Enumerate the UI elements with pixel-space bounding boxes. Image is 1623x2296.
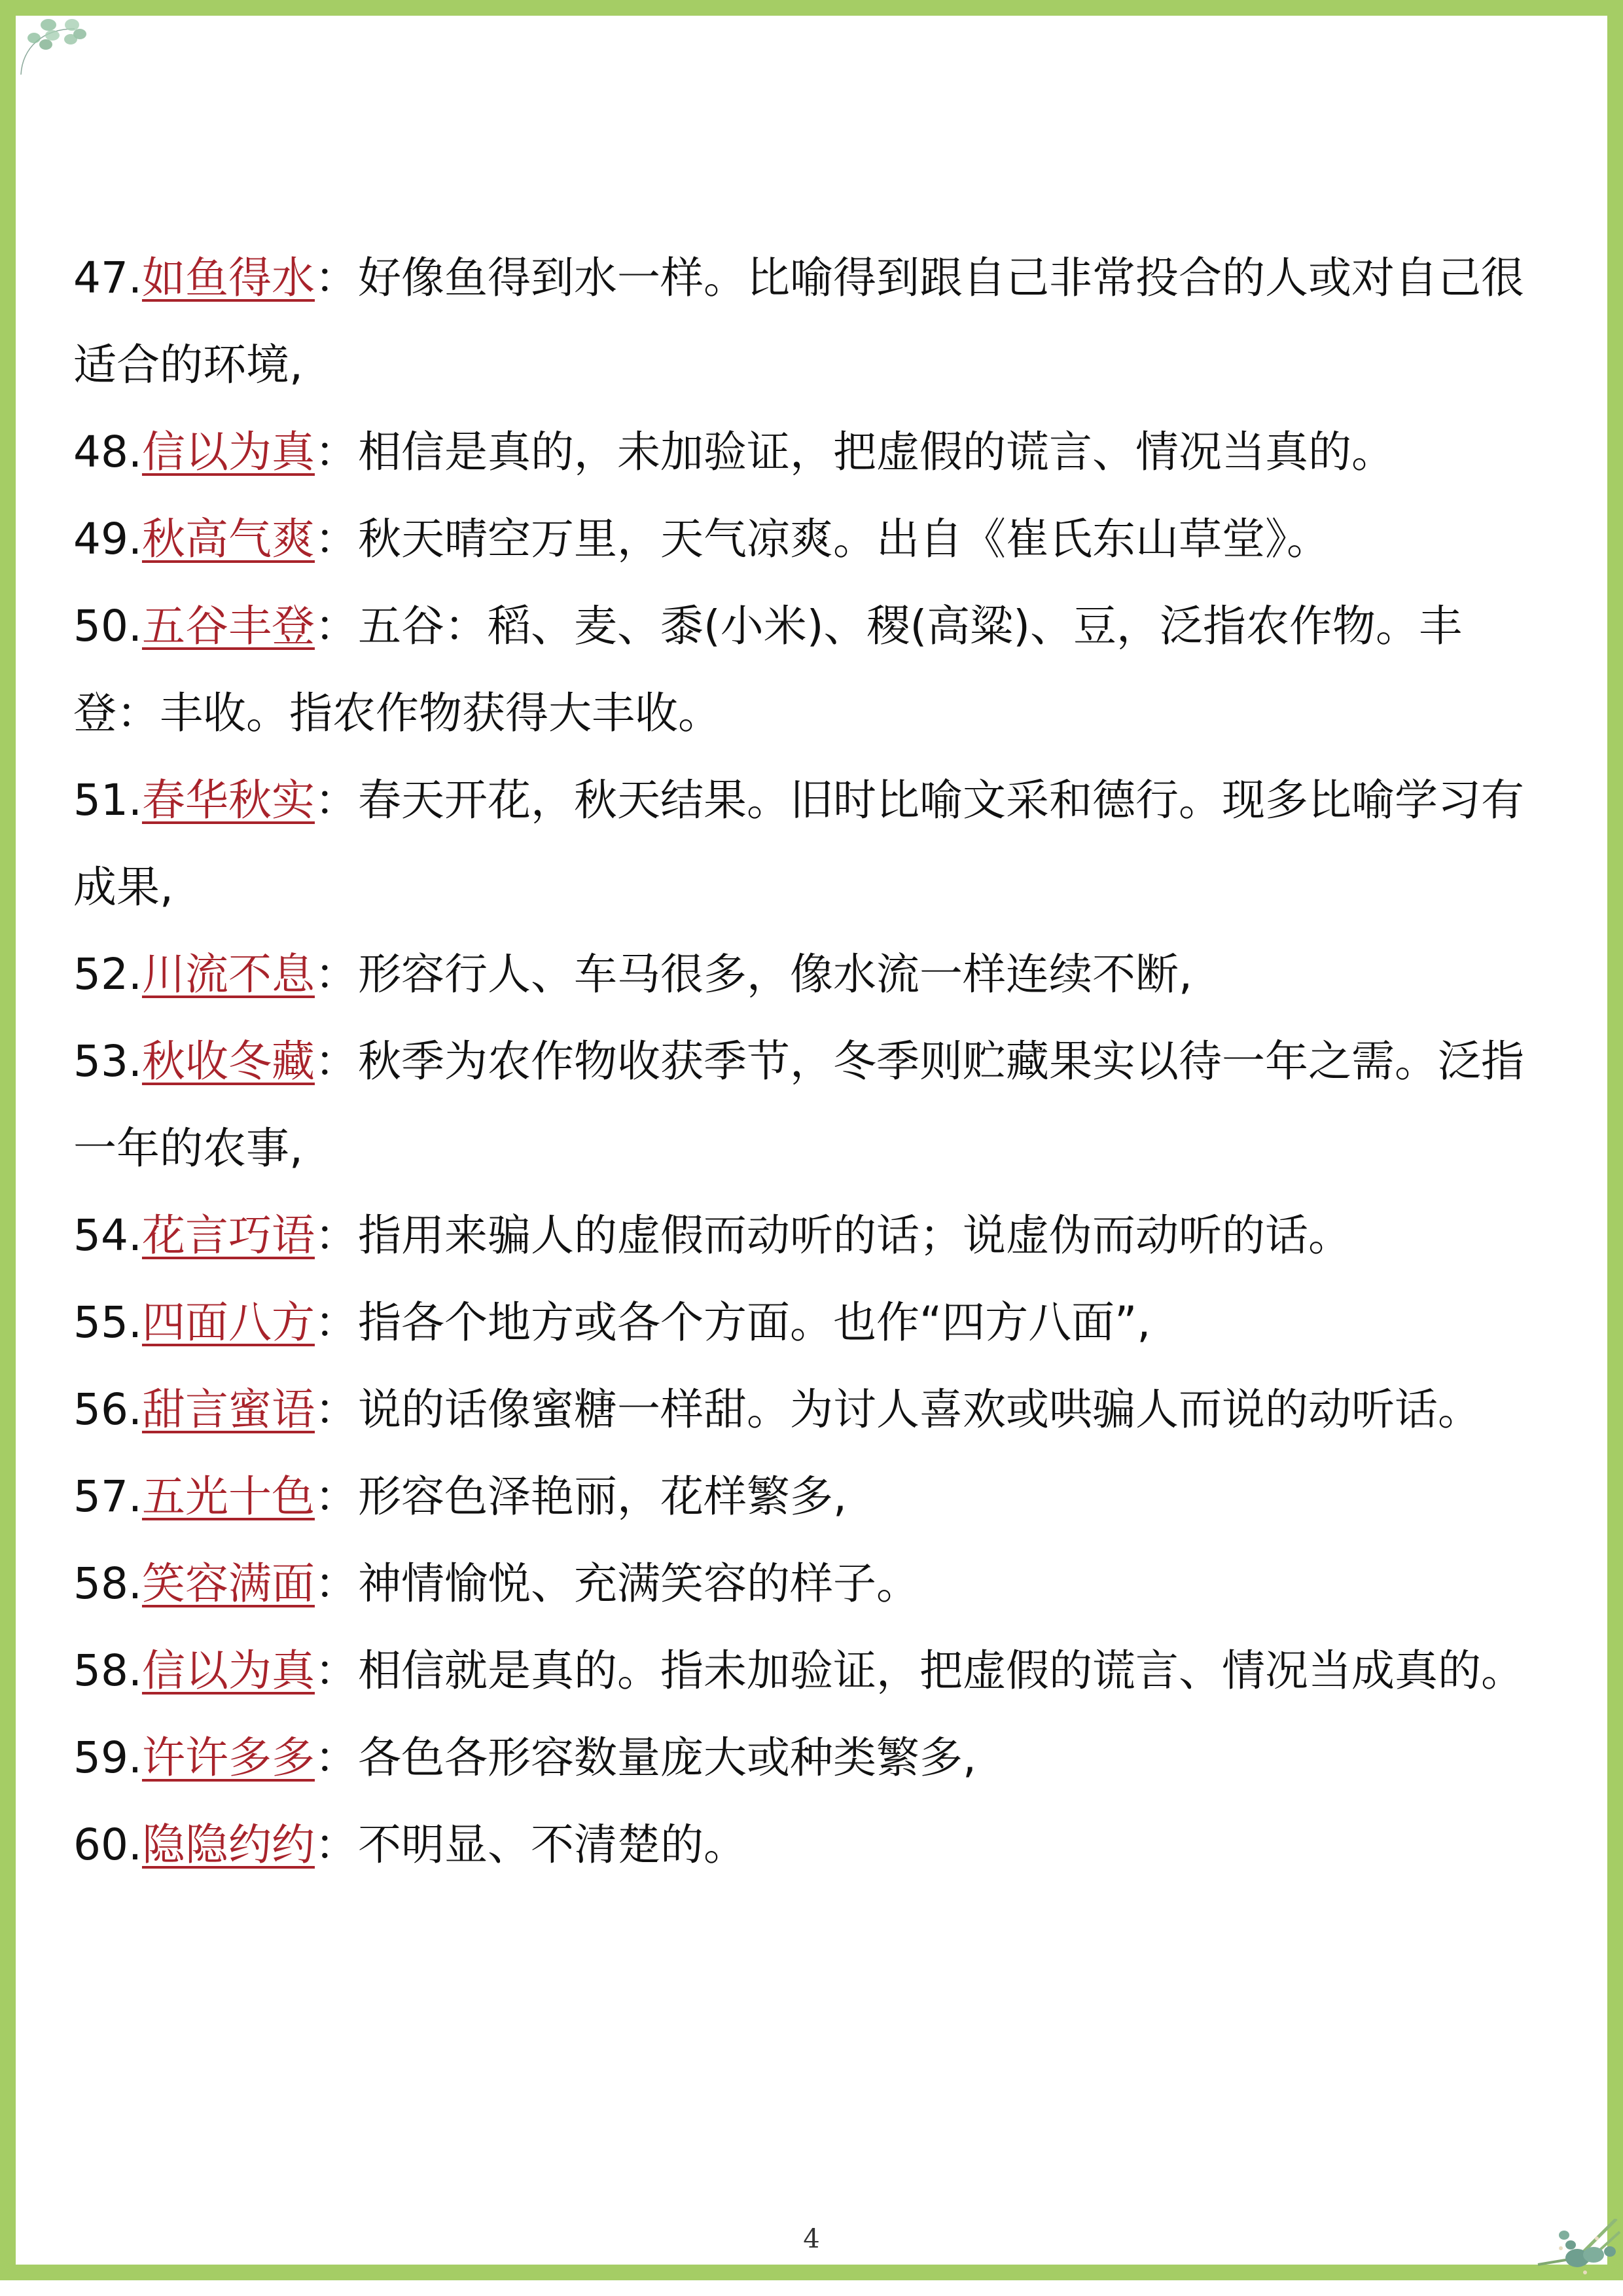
idiom-entry xyxy=(73,1279,1546,1366)
idiom-term: 信以为真 xyxy=(141,1645,315,1696)
separator: ： xyxy=(314,1384,358,1435)
idiom-entry xyxy=(73,931,1546,1018)
idiom-definition: 相信就是真的。指未加验证，把虚假的谎言、情况当成真的。 xyxy=(357,1645,1524,1696)
entry-number: 59. xyxy=(73,1732,142,1783)
idiom-term: 如鱼得水 xyxy=(141,253,315,303)
separator: ： xyxy=(314,1645,358,1696)
idiom-entry xyxy=(73,408,1546,495)
idiom-term: 花言巧语 xyxy=(141,1210,315,1261)
idiom-term: 许许多多 xyxy=(141,1732,315,1783)
idiom-definition: 指用来骗人的虚假而动听的话；说虚伪而动听的话。 xyxy=(357,1210,1351,1261)
idiom-definition: 秋季为农作物收获季节，冬季则贮藏果实以待一年之需。泛指一年的农事, xyxy=(73,1036,1524,1174)
idiom-entry xyxy=(73,1714,1546,1801)
entry-number: 52. xyxy=(73,949,142,999)
entry-number: 57. xyxy=(73,1471,142,1522)
separator: ： xyxy=(314,1732,358,1783)
idiom-definition: 指各个地方或各个方面。也作“四方八面”, xyxy=(357,1297,1151,1348)
entry-number: 55. xyxy=(73,1297,142,1348)
idiom-definition: 秋天晴空万里，天气凉爽。出自《崔氏东山草堂》。 xyxy=(357,514,1330,564)
separator: ： xyxy=(314,427,358,477)
idiom-definition: 形容行人、车马很多，像水流一样连续不断, xyxy=(357,949,1192,999)
entry-number: 56. xyxy=(73,1384,142,1435)
separator: ： xyxy=(314,514,358,564)
idiom-definition: 相信是真的，未加验证，把虚假的谎言、情况当真的。 xyxy=(357,427,1395,477)
idiom-term: 信以为真 xyxy=(141,427,315,477)
entry-number: 58. xyxy=(73,1645,142,1696)
idiom-entry xyxy=(73,1540,1546,1627)
separator: ： xyxy=(314,1820,358,1870)
idiom-entry xyxy=(73,757,1546,931)
entry-number: 50. xyxy=(73,601,142,651)
separator: ： xyxy=(314,601,358,651)
idiom-definition: 说的话像蜜糖一样甜。为讨人喜欢或哄骗人而说的动听话。 xyxy=(357,1384,1481,1435)
idiom-entry xyxy=(73,583,1546,757)
idiom-term: 五谷丰登 xyxy=(141,601,315,651)
idiom-entry xyxy=(73,234,1546,408)
entry-number: 48. xyxy=(73,427,142,477)
idiom-term: 隐隐约约 xyxy=(141,1820,315,1870)
separator: ： xyxy=(314,775,358,825)
idiom-entry xyxy=(73,1018,1546,1192)
idiom-term: 秋高气爽 xyxy=(141,514,315,564)
idiom-entry xyxy=(73,1627,1546,1714)
separator: ： xyxy=(314,1210,358,1261)
separator: ： xyxy=(314,253,358,303)
idiom-term: 四面八方 xyxy=(141,1297,315,1348)
separator: ： xyxy=(314,1036,358,1086)
idiom-term: 甜言蜜语 xyxy=(141,1384,315,1435)
entry-number: 47. xyxy=(73,253,142,303)
entry-number: 49. xyxy=(73,514,142,564)
idiom-definition: 不明显、不清楚的。 xyxy=(357,1820,747,1870)
idiom-definition: 形容色泽艳丽，花样繁多, xyxy=(357,1471,847,1522)
idiom-definition: 好像鱼得到水一样。比喻得到跟自己非常投合的人或对自己很适合的环境, xyxy=(73,253,1524,390)
separator: ： xyxy=(314,949,358,999)
separator: ： xyxy=(314,1297,358,1348)
idiom-list xyxy=(73,234,1546,1888)
idiom-entry xyxy=(73,1192,1546,1279)
separator: ： xyxy=(314,1471,358,1522)
idiom-definition: 各色各形容数量庞大或种类繁多, xyxy=(357,1732,976,1783)
separator: ： xyxy=(314,1558,358,1609)
idiom-term: 笑容满面 xyxy=(141,1558,315,1609)
entry-number: 58. xyxy=(73,1558,142,1609)
entry-number: 54. xyxy=(73,1210,142,1261)
page-number: 4 xyxy=(803,2224,820,2254)
leaf-decoration-icon xyxy=(16,16,94,81)
entry-number: 51. xyxy=(73,775,142,825)
idiom-term: 五光十色 xyxy=(141,1471,315,1522)
idiom-definition: 神情愉悦、充满笑容的样子。 xyxy=(357,1558,919,1609)
idiom-definition: 春天开花，秋天结果。旧时比喻文采和德行。现多比喻学习有成果, xyxy=(73,775,1524,912)
idiom-term: 秋收冬藏 xyxy=(141,1036,315,1086)
idiom-entry xyxy=(73,1366,1546,1453)
idiom-definition: 五谷：稻、麦、黍(小米)、稷(高粱)、豆，泛指农作物。丰登：丰收。指农作物获得大丰收。 xyxy=(73,601,1462,738)
entry-number: 53. xyxy=(73,1036,142,1086)
idiom-entry xyxy=(73,495,1546,583)
idiom-entry xyxy=(73,1453,1546,1540)
entry-number: 60. xyxy=(73,1820,142,1870)
idiom-entry xyxy=(73,1801,1546,1888)
idiom-term: 春华秋实 xyxy=(141,775,315,825)
idiom-term: 川流不息 xyxy=(141,949,315,999)
